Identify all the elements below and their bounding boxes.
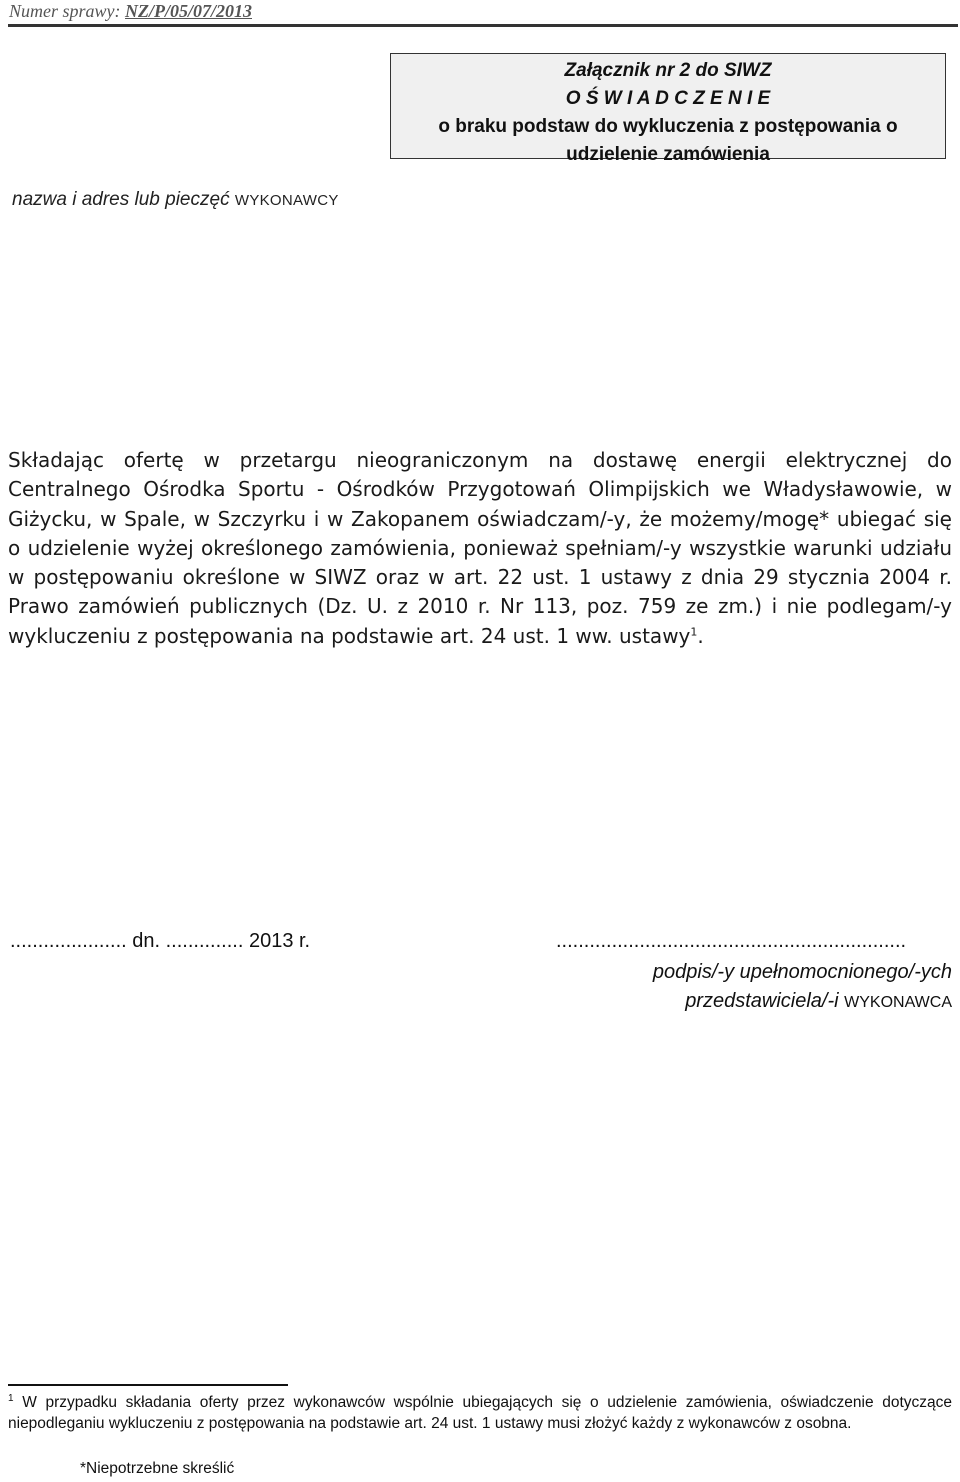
footnote <box>8 1392 952 1434</box>
footnote-reference: 1 <box>690 625 698 639</box>
annex-title-box <box>390 53 946 165</box>
footnote-divider <box>8 1384 288 1386</box>
declaration-body <box>8 446 952 651</box>
declaration-body-end: . <box>697 623 704 648</box>
signature-label-line2 <box>560 987 952 1017</box>
stamp-label-caps: WYKONAWCY <box>234 192 339 209</box>
footnote-marker: 1 <box>8 1392 14 1404</box>
signature-line: ............................................................... <box>556 930 907 952</box>
case-number-label: Numer sprawy: <box>9 1 121 21</box>
case-number-value: NZ/P/05/07/2013 <box>125 1 252 21</box>
declaration-subtitle-1: o braku podstaw do wykluczenia z postępowania o <box>438 116 898 137</box>
strike-out-note: *Niepotrzebne skreślić <box>80 1460 235 1477</box>
declaration-body-text: Składając ofertę w przetargu nieograniczonym na dostawę energii elektrycznej do Centralnego Ośrodka Sportu - Ośrodków Przygotowań Olimpijskich we Władysławowie, w Giżycku, w Spale, w Szczyrku i w Zakopanem oświadczam/-y, że możemy/mogę* ubiegać się o udzielenie wyżej określonego zamówienia, ponieważ spełniam/-y wszystkie warunki udziału w postępowaniu określone w SIWZ oraz w art. 22 ust. 1 ustawy z dnia 29 stycznia 2004 r. Prawo zamówień publicznych (Dz. U. z 2010 r. Nr 113, poz. 759 ze zm.) i nie podlegam/-y wykluczeniu z postępowania na podstawie art. 24 ust. 1 ww. ustawy <box>8 448 952 648</box>
footnote-text: W przypadku składania oferty przez wykonawców wspólnie ubiegających się o udzielenie zamówienia, oświadczenie dotyczące niepodleganiu wykluczeniu z postępowania na podstawie art. 24 ust. 1 ustawy musi złożyć każdy z wykonawców z osobna. <box>8 1394 952 1432</box>
signature-label-line2-text: przedstawiciela/-i <box>685 990 839 1012</box>
declaration-title: O Ś W I A D C Z E N I E <box>565 88 771 109</box>
signature-label-caps: WYKONAWCA <box>844 994 952 1011</box>
signature-label-line1: podpis/-y upełnomocnionego/-ych <box>652 961 952 983</box>
declaration-subtitle-2: udzielenie zamówienia <box>566 144 770 165</box>
contractor-stamp-label <box>12 189 339 211</box>
header-divider <box>8 24 958 27</box>
annex-number: Załącznik nr 2 do SIWZ <box>564 60 772 81</box>
case-number-header <box>9 1 252 22</box>
stamp-label-text: nazwa i adres lub pieczęć <box>12 189 230 210</box>
signature-label <box>560 958 952 1017</box>
date-line: ..................... dn. .............. 2013 r. <box>10 930 311 952</box>
